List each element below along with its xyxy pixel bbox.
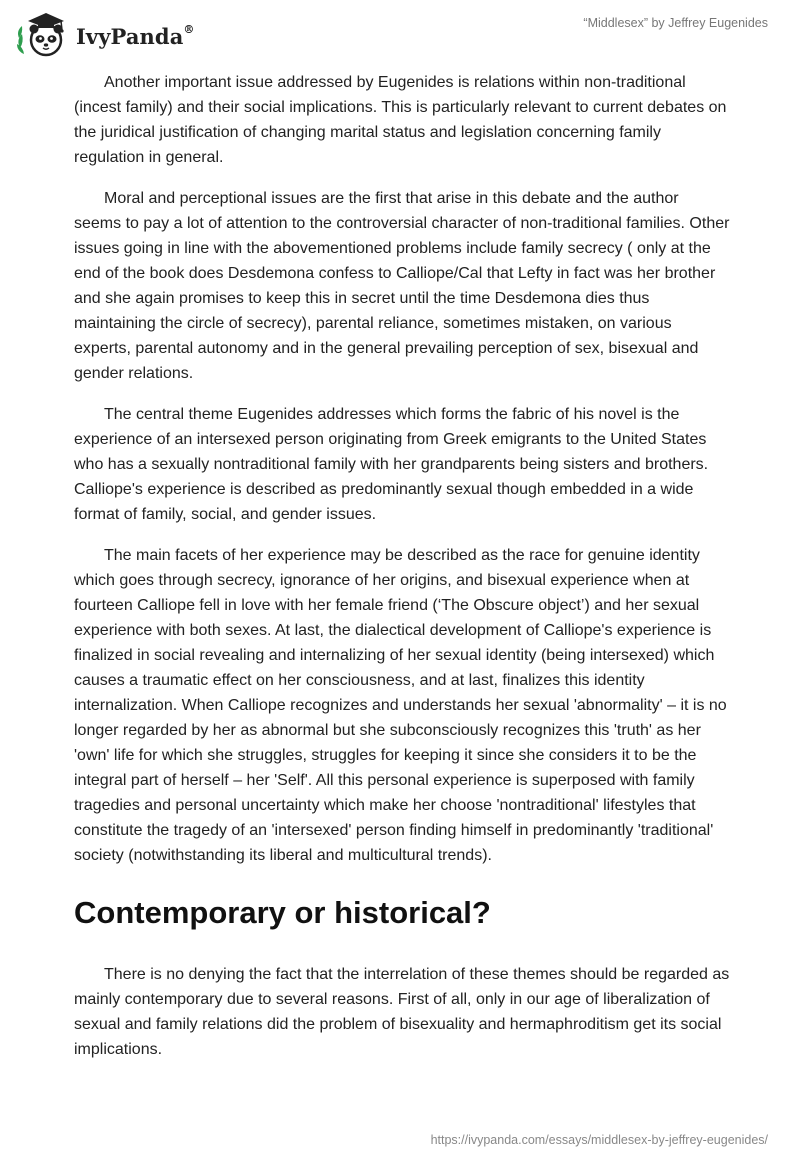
page-header bbox=[0, 0, 800, 70]
paragraph: Another important issue addressed by Eugenides is relations within non-traditional (incest family) and their social implications. This is particularly relevant to current debates on the juridical justification of changing marital status and legislation concerning family regulation in general. bbox=[74, 74, 727, 166]
panda-graduate-icon bbox=[14, 8, 74, 60]
source-url[interactable]: https://ivypanda.com/essays/middlesex-by-jeffrey-eugenides/ bbox=[430, 1133, 768, 1147]
section-heading: Contemporary or historical? bbox=[74, 895, 491, 930]
logo-text: IvyPanda bbox=[76, 23, 184, 49]
paragraph: The main facets of her experience may be described as the race for genuine identity which goes through secrecy, ignorance of her origins, and bisexual experience when at fourteen Calliope fell in love with her female friend (‘The Obscure object’) and her sexual experience with both sexes. At last, the dialectical development of Calliope's experience is finalized in social revealing and internalizing of her sexual identity (being intersexed) which causes a traumatic effect on her consciousness, and at last, finalizes this identity internalization. When Calliope recognizes and understands her sexual 'abnormality' – it is no longer regarded by her as abnormal but she subconsciously recognizes this 'truth' as her 'own' life for which she struggles, struggles for keeping it since she considers it to be the integral part of herself – her 'Self'. All this personal experience is superposed with family tragedies and personal uncertainty which make her choose 'nontraditional' lifestyles that constitute the tragedy of an 'intersexed' person finding himself in predominantly 'traditional' society (notwithstanding its liberal and multicultural trends). bbox=[74, 547, 727, 864]
ivypanda-logo[interactable] bbox=[14, 8, 195, 60]
paragraph: There is no denying the fact that the interrelation of these themes should be regarded as mainly contemporary due to several reasons. First of all, only in our age of liberalization of sexual and family relations did the problem of bisexuality and hermaphroditism get its social implications. bbox=[74, 966, 730, 1058]
paragraph: The central theme Eugenides addresses which forms the fabric of his novel is the experience of an intersexed person originating from Greek emigrants to the United States who has a sexually nontraditional family with her grandparents being sisters and brothers. Calliope's experience is described as predominantly sexual though embedded in a wide format of family, social, and gender issues. bbox=[74, 406, 709, 523]
document-title: “Middlesex” by Jeffrey Eugenides bbox=[583, 16, 768, 30]
paragraph: Moral and perceptional issues are the first that arise in this debate and the author seems to pay a lot of attention to the controversial character of non-traditional families. Other issues going in line with the abovementioned problems include family secrecy ( only at the end of the book does Desdemona confess to Calliope/Cal that Lefty in fact was her brother and she again promises to keep this in secret until the time Desdemona dies thus maintaining the circle of secrecy), parental reliance, sometimes mistaken, on various experts, parental autonomy and in the general prevailing perception of sex, bisexual and gender relations. bbox=[74, 190, 730, 382]
registered-mark: ® bbox=[183, 22, 195, 36]
essay-content bbox=[74, 70, 730, 1078]
